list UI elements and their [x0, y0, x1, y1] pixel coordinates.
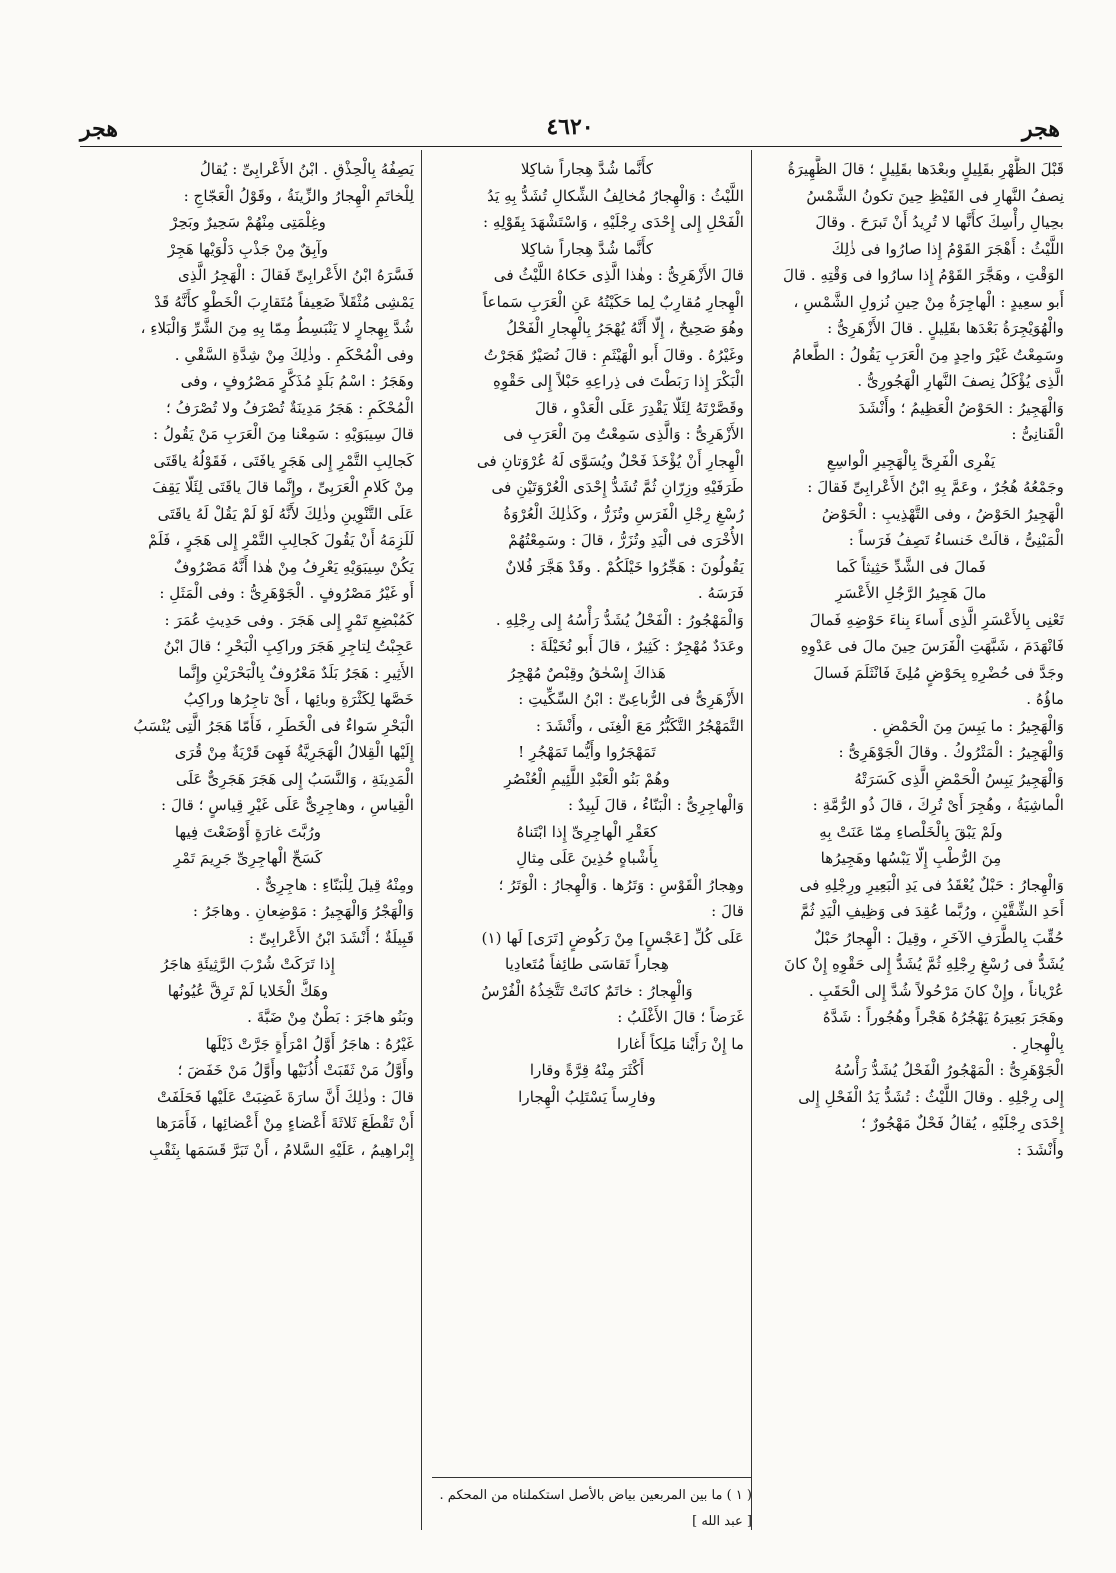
middle-column-line: أَكْثَرَ مِنْهُ قِرَّةً وقارا — [529, 1061, 645, 1079]
middle-column-line: الْهِجارِ مُقارِبٌ لِما حَكَيْتُهُ عَنِ الْعَرَبِ سَماعاً — [482, 292, 744, 311]
middle-column-line: رُسْغِ رِجْلِ الْفَرَسِ وتُزَرُّ ، وكَذٰلِكَ الْعُرْوَةُ — [503, 504, 744, 523]
middle-column-line: كأَنَّما شُدَّ هِجاراً شاكِلا — [520, 239, 654, 258]
right-column-line: نِصفُ النَّهارِ فى القَيْظِ حِينَ تكونُ الشَّمْسُ — [806, 186, 1064, 205]
middle-column-line: وعَدَدٌ مُهْجِرٌ : كَثِيرٌ ، قالَ أَبو نُخَيْلَةَ : — [530, 637, 744, 655]
right-column-line: الْقَنانِىُّ : — [1011, 425, 1064, 443]
header-rule — [80, 146, 1062, 147]
right-column-line: اللَّيْثُ : أَهْجَرَ القَوْمُ إِذا صارُوا فى ذٰلِكَ — [831, 239, 1064, 258]
middle-column-line: الْفَحْلِ إِلى إِحْدَى رِجْلَيْهِ ، وَاسْتَشْهَدَ بِقَوْلِهِ : — [482, 213, 744, 231]
right-column-line: وجَدَّ فى حُضْرِهِ بِحَوْضٍ مُلِئَ فَانْثَلَمَ فَسالَ — [813, 663, 1064, 682]
left-column-line: وأَوَّلُ مَنْ ثَقَبَتْ أُذُنَيْها وأَوَّلُ مَنْ خَفَضَ ؛ — [177, 1061, 414, 1079]
left-column-line: ورُبَّتَ غارَةٍ أَوْضَعْتَ فِيها — [174, 822, 322, 841]
middle-column-line: اللَّيْثُ : وَالْهِجارُ مُخالِفُ الشِّكالِ تُشَدُّ بِهِ يَدُ — [487, 186, 744, 205]
left-column-line: وآبِقٌ مِنْ جَذْبِ دَلْوَيْها هَجِرْ — [167, 239, 329, 258]
middle-column-line: تَمَهْجَرُوا وأَيُّما تَمَهْجُرِ ! — [518, 743, 656, 761]
left-column-line: قَبِيلَةٌ ؛ أَنْشَدَ ابْنُ الأَعْرابِىِّ : — [248, 928, 414, 947]
left-column-line: إِلَيْها الْقِلالُ الْهَجَرِيَّةُ فَهِىَ قَرْيَةٌ مِنْ قُرَى — [174, 743, 414, 761]
right-column-line: الْماشِيَةُ ، وهُجِرَ أَىْ تُرِكَ ، قالَ ذُو الرُّمَّةِ : — [812, 796, 1064, 814]
right-column-line: عُرْياناً ، وإِنْ كانَ مَرْحُولاً شُدَّ إِلى الْحَقَبِ . — [808, 981, 1064, 1000]
right-column-line: وَالْهَجِيرُ يَبِسُ الْحَمْضِ الَّذِى كَسَرَتْهُ — [854, 769, 1064, 788]
right-column-line: إِحْدَى رِجْلَيْهِ ، يُقالُ فَحْلٌ مَهْجُورٌ ؛ — [861, 1114, 1064, 1132]
right-column-line: وسَمِعْتُ غَيْرَ واحِدٍ مِنَ الْعَرَبِ يَقُولُ : الطَّعامُ — [792, 345, 1064, 364]
middle-column-line: وفارِساً يَسْتَلِبُ الْهِجارا — [518, 1087, 656, 1106]
footnote-text: ( ١ ) ما بين المربعين بياض بالأصل استكملناه من المحكم . — [439, 1488, 752, 1503]
left-column-line: شُدَّ بِهِجارٍ لا يَنْبَسِطُ مِمّا بِهِ مِنَ الشَّرِّ وَالْبَلاءِ ، — [140, 319, 414, 337]
left-column-line: ومِنْهُ قِيلَ لِلْبَنّاءِ : هاجِرِىٌّ . — [255, 875, 414, 894]
right-column-line: يَفْرِى الْفَرِىَّ بِالْهَجِيرِ الْواسِعِ — [826, 451, 996, 470]
left-column-line: وهَجَرُ : اسْمُ بَلَدٍ مُذَكَّرٍ مَصْرُوفٍ ، وفى — [180, 372, 414, 390]
right-column-line: وَالْهَجِيرُ : ما يَبِسَ مِنَ الْحَمْضِ . — [872, 716, 1064, 735]
right-column-line: وَالْهَجِيرُ : الْمَتْرُوكُ . وقالَ الْجَوْهَرِىُّ : — [838, 743, 1064, 761]
left-column-line: خَصَّها لِكَثْرَةِ وبائِها ، أَىْ تاجِرُها وراكِبُ — [183, 690, 414, 708]
left-column-line: غَيْرُهُ : هاجَرُ أَوَّلُ امْرَأَةٍ جَرَّتْ ذَيْلَها — [205, 1034, 414, 1053]
right-column-line: الوَقْتِ ، وهَجَّرَ القَوْمُ إِذا سارُوا فى وَقْتِهِ . قالَ — [783, 266, 1064, 284]
left-column-line: وَالْهَجْرُ وَالْهَجِيرُ : مَوْضِعانِ . وهاجَرُ : — [192, 902, 414, 920]
left-column-line: عَلَى التَّنْوِينِ وذٰلِكَ لأَنَّهُ لَوْ لَمْ يَقُلْ لَهُ ياقَتَى — [157, 504, 414, 523]
column-middle — [430, 156, 744, 1474]
right-column-line: والْهُوَيْجِرَةُ بَعْدَها بقَلِيلٍ . قالَ الأَزْهَرِىُّ : — [827, 319, 1064, 337]
footnote — [432, 1483, 752, 1543]
middle-column-line: الْهِجارِ أَنْ يُؤْخَذَ فَحْلٌ ويُسَوَّى لَهُ عُرْوَتانِ فى — [476, 451, 744, 470]
middle-column-line: يَقُولُونَ : هَجِّرُوا خَيْلَكُمْ . وقَدْ هَجَّرَ فُلانٌ — [505, 557, 744, 576]
right-column-line: أَبو سعِيدٍ : الْهاجِرَةُ مِنْ حِينِ نُزولِ الشَّمْسِ ، — [793, 292, 1064, 311]
right-column-line: وَالْهَجِيرُ : الحَوْضُ الْعَظِيمُ ؛ وأَنْشَدَ — [858, 398, 1064, 417]
left-column-line: إِبْراهِيمُ ، عَلَيْهِ السَّلامُ ، أَنْ تَبَرَّ قَسَمَها بِثَقْبِ — [148, 1140, 414, 1159]
left-column-line: الْمَدِينَةِ ، وَالنَّسَبُ إِلى هَجَرَ هَجَرِىٌّ عَلَى — [175, 769, 414, 788]
middle-column-line: عَلَى كُلِّ [عَجْسٍ] مِنْ رَكُوضٍ [تَرَى] لَها (١) — [481, 928, 744, 947]
left-column-line: لَلَزِمَهُ أَنْ يَقُولَ كَجالِبِ التَّمْرِ إِلى هَجَرٍ ، فَلَمْ — [148, 531, 414, 549]
right-column-line: ماؤُهُ . — [1026, 690, 1064, 708]
footnote-signature: [ عبد الله ] — [692, 1514, 752, 1529]
left-column-line: وبَنُو هاجَرَ : بَطْنٌ مِنْ ضَبَّةَ . — [247, 1008, 414, 1026]
right-column-line: إِلى رِجْلِهِ . وقالَ اللَّيْثُ : تُشَدُّ يَدُ الْفَحْلِ إِلى — [798, 1087, 1064, 1106]
middle-column-line: هِجاراً تَقاسَى طائِفاً مُتَعادِيا — [505, 955, 669, 973]
left-column-line: قالَ : وذٰلِكَ أَنَّ سارَةَ غَضِبَتْ عَلَيْها فَحَلَفَتْ — [157, 1087, 414, 1106]
column-left — [82, 156, 414, 1546]
left-column-line: الْقِياسِ ، وهاجِرِىٌّ عَلَى غَيْرِ قِياسٍ ؛ قالَ : — [161, 796, 414, 814]
right-column-line: وَالْهِجارُ : حَبْلٌ يُعْقَدُ فى يَدِ الْبَعِيرِ ورِجْلِهِ فى — [799, 875, 1064, 894]
right-column-line: بحِيالِ رأْسِكَ كأَنَّها لا تُرِيدُ أَنْ تَبرَحَ . وقالَ — [815, 213, 1064, 231]
header-root-word-left: هجر — [80, 116, 118, 142]
right-column-line: فَمالَ فى الشَّدِّ حَثِيثاً كَما — [836, 557, 986, 576]
left-column-line: كَمُبْضِعِ تَمْرٍ إِلى هَجَرَ . وفى حَدِيثِ عُمَرَ : — [164, 610, 414, 629]
right-column-line: وجَمْعُهُ هُجُرٌ ، وعَمَّ بِهِ ابْنُ الأَعْرابِىِّ فَقالَ : — [807, 478, 1064, 496]
right-column-line: بِالْهِجارِ . — [1012, 1034, 1064, 1053]
header-root-word-right: هجر — [1022, 116, 1060, 142]
left-column-line: مِنْ كَلامِ الْعَرَبِىِّ ، وإِنَّما قالَ ياقَتَى لِئَلّا يَقِفَ — [152, 478, 414, 496]
middle-column-line: وقَصَّرْتَهُ لِئَلّا يَقْدِرَ عَلَى الْعَدْوِ ، قالَ — [534, 398, 744, 417]
right-column-line: ولَمْ يَبْقَ بِالْخَلْصاءِ مِمّا عَنَتْ بِهِ — [819, 822, 1003, 841]
right-column-line: وهَجَرَ بَعِيرَهُ يَهْجُرُهُ هَجْراً وهُجُوراً : شَدَّهُ — [822, 1008, 1064, 1026]
right-column-line: الْجَوْهَرِىُّ : الْمَهْجُورُ الْفَحْلُ يُشَدُّ رَأْسُهُ — [834, 1061, 1064, 1079]
middle-column-line: التَّمَهْجُرُ التَّكَبُّرُ مَعَ الْغِنَى ، وأَنْشَدَ : — [535, 716, 744, 735]
right-column-line: الَّذِى يُؤْكَلُ نِصفَ النَّهارِ الْهَجُورِىُّ . — [857, 372, 1064, 390]
right-column-line: مالَ هَجِيرُ الرَّجُلِ الأَعْسَرِ — [835, 584, 987, 602]
middle-column-line: هَذاكَ إِسْحٰقُ وقِبْصٌ مُهْجِرُ — [508, 663, 666, 682]
right-column-line: قَبْلَ الظُّهْرِ بقَلِيلٍ وبعْدَها بقَلِيلٍ ؛ قالَ الظَّهِيرَةُ — [787, 160, 1064, 178]
middle-column-line: كأَنَّما شُدَّ هِجاراً شاكِلا — [520, 160, 654, 178]
left-column-line: كَسَحِّ الْهاجِرِىِّ جَرِيمَ تَمْرِ — [173, 849, 323, 867]
middle-column-line: بِأَشْباهٍ حُذِينَ عَلَى مِثالِ — [516, 849, 658, 867]
left-column-line: الأَثِيرِ : هَجَرُ بَلَدٌ مَعْرُوفٌ بِالْبَحْرَيْنِ وإِنَّما — [178, 663, 414, 682]
middle-column-line: غَرَضاً ؛ قالَ الأَغْلَبُ : — [617, 1008, 744, 1026]
middle-column-line: وهُوَ صَحِيحٌ ، إِلّا أَنَّهُ يُهْجَرُ بِالْهِجارِ الْفَحْلُ — [506, 319, 744, 337]
footnote-rule — [432, 1477, 752, 1478]
left-column-line: الْمُحْكَمِ : هَجَرُ مَدِينَةٌ تُصْرَفُ ولا تُصْرَفُ ؛ — [166, 398, 414, 417]
middle-column-line: وهُمْ بَنُو الْعَبْدِ اللَّئِيمِ الْعُنْصُرِ — [504, 769, 670, 788]
column-right — [758, 156, 1064, 1546]
right-column-line: يُشَدُّ فى رُسْغِ رِجْلِهِ ثُمَّ يُشَدُّ إِلى حَقْوِهِ إِنْ كانَ — [784, 955, 1064, 973]
left-column-line: يَكُنْ سِيبَوَيْهِ يَعْرِفُ مِنْ هٰذا أَنَّهُ مَصْرُوفٌ — [173, 557, 414, 576]
left-column-line: وغِلْمَتِى مِنْهُمْ سَحِيرٌ وبَحِرْ — [170, 213, 326, 231]
left-column-line: يَمْشِى مُثْقَلاً ضَعِيفاً مُتَقارِبَ الْخَطْوِ كأَنَّهُ قَدْ — [154, 292, 414, 311]
middle-column-line: فَرَسَهُ . — [697, 584, 744, 602]
middle-column-line: قالَ : — [711, 902, 744, 920]
middle-column-line: الأُخْرَى فى الْيَدِ وتُزَرُّ ، قالَ : وسَمِعْتُهُمْ — [508, 531, 744, 549]
right-column-line: أَحَدِ الشِّقَّيْنِ ، ورُبَّما عُقِدَ فى وَظِيفِ الْيَدِ ثُمَّ — [800, 902, 1064, 920]
middle-column-line: وَالْهاجِرِىُّ : الْبَنّاءُ ، قالَ لَبِيدٌ : — [567, 796, 744, 814]
column-divider-left — [421, 150, 422, 1530]
middle-column-line: وهِجارُ الْقَوْسِ : وَتَرُها . وَالْهِجارُ : الْوَتَرُ ؛ — [498, 875, 744, 894]
middle-column-line: ما إِنْ رَأَيْنا مَلِكاً أَغارا — [617, 1034, 744, 1053]
middle-column-line: قالَ الأَزْهَرِىُّ : وهٰذا الَّذِى حَكاهُ اللَّيْثُ فى — [493, 266, 744, 284]
right-column-line: وأَنْشَدَ : — [1016, 1140, 1064, 1159]
right-column-line: مِنَ الرُّطْبِ إِلّا يَبْسُها وهَجِيرُها — [820, 849, 1002, 867]
left-column-line: يَصِفُهُ بِالْحِذْقِ . ابْنُ الأَعْرابِىِّ : يُقالُ — [199, 160, 414, 178]
middle-column-line: وَالْمَهْجُورُ : الْفَحْلُ يُشَدُّ رَأْسُهُ إِلى رِجْلِهِ . — [495, 610, 744, 629]
left-column-line: عَجِبْتُ لِتاجِرِ هَجَرَ وراكِبِ الْبَحْرِ ؛ قالَ ابْنُ — [163, 637, 414, 655]
left-column-line: أَو غَيْرُ مَصْرُوفٍ . الْجَوْهَرِىُّ : وفى الْمَثَلِ : — [159, 584, 414, 602]
left-column-line: كَجالِبِ التَّمْرِ إِلى هَجَرٍ يافَتَى ، فَقَوْلُهُ ياقَتَى — [153, 451, 414, 470]
right-column-line: فَانْهَدَمَ ، شَبَّهَتِ الْفَرَسَ حِينَ مالَ فى عَدْوِهِ — [800, 637, 1064, 655]
middle-column-line: كعَقْرِ الْهاجِرِىِّ إِذا ابْتَناهُ — [516, 822, 658, 841]
right-column-line: الْمَبْنِىُّ ، قالَتْ خَنساءُ تَصِفُ فَرَساً : — [848, 531, 1064, 549]
right-column-line: حُقِّبَ بِالطَّرَفِ الآخَرِ ، وقِيلَ : الْهِجارُ حَبْلٌ — [813, 928, 1064, 947]
column-divider-right — [751, 150, 752, 1530]
middle-column-line: الْبَكْرَ إِذا رَبَطْتَ فى ذِراعِهِ حَبْلاً إِلى حَقْوِهِ — [493, 372, 744, 390]
middle-column-line: وَالْهِجارُ : خاتَمٌ كانَتْ تَتَّخِذُهُ الْفُرْسُ — [481, 981, 693, 1000]
left-column-line: وهَكَّ الْخَلايا لَمْ تَرِقَّ عُيُونُها — [167, 981, 329, 1000]
middle-column-line: وغَيْرُهُ . وقالَ أَبو الْهَيْثَمِ : قالَ نُصَيْرٌ هَجَرْتُ — [483, 345, 744, 364]
left-column-line: إِذا تَرَكَتْ شُرْبَ الرَّثِيئَةِ هاجَرُ — [161, 955, 335, 973]
middle-column-line: طَرَفَيْهِ وزِرّانِ ثُمَّ تُشَدُّ إِحْدَى الْعُرْوَتَيْنِ فى — [491, 478, 744, 496]
left-column-line: الْبَحْرِ سَواءٌ فى الْخَطَرِ ، فَأَمّا هَجَرُ الَّتِى يُنْسَبُ — [133, 716, 414, 735]
right-column-line: تَعْنِى بِالأَعْسَرِ الَّذِى أَساءَ بِناءَ حَوْضِهِ فَمالَ — [809, 610, 1064, 629]
middle-column-line: الأَزْهَرِىُّ : وَالَّذِى سَمِعْتُ مِنَ الْعَرَبِ فى — [503, 425, 744, 443]
left-column-line: فَسَّرَهُ ابْنُ الأَعْرابِىِّ فَقالَ : الْهَجِرُ الَّذِى — [177, 266, 414, 284]
page-header — [80, 116, 1060, 150]
right-column-line: الْهَجِيرُ الحَوْضُ ، وفى التَّهْذِيبِ : الْحَوْضُ — [821, 504, 1064, 523]
middle-column-line: الأَزْهَرِىُّ فى الرُّباعِىِّ : ابْنُ السِّكِّيتِ : — [518, 690, 744, 708]
left-column-line: قالَ سِيبَوَيْهِ : سَمِعْنا مِنَ الْعَرَبِ مَنْ يَقُولُ : — [153, 425, 414, 443]
page-number: ٤٦٢٠ — [546, 114, 594, 140]
left-column-line: وفى الْمُحْكَمِ . وذٰلِكَ مِنْ شِدَّةِ السَّقْىِ . — [174, 345, 414, 364]
left-column-line: أَنْ تَقْطَعَ ثَلاثَةَ أَعْضاءٍ مِنْ أَعْضائِها ، فَأَمَرَها — [155, 1114, 414, 1132]
left-column-line: لِلْخاتَمِ الْهِجارُ والزِّينَةُ ، وقَوْلُ الْعَجّاجِ : — [183, 186, 414, 205]
